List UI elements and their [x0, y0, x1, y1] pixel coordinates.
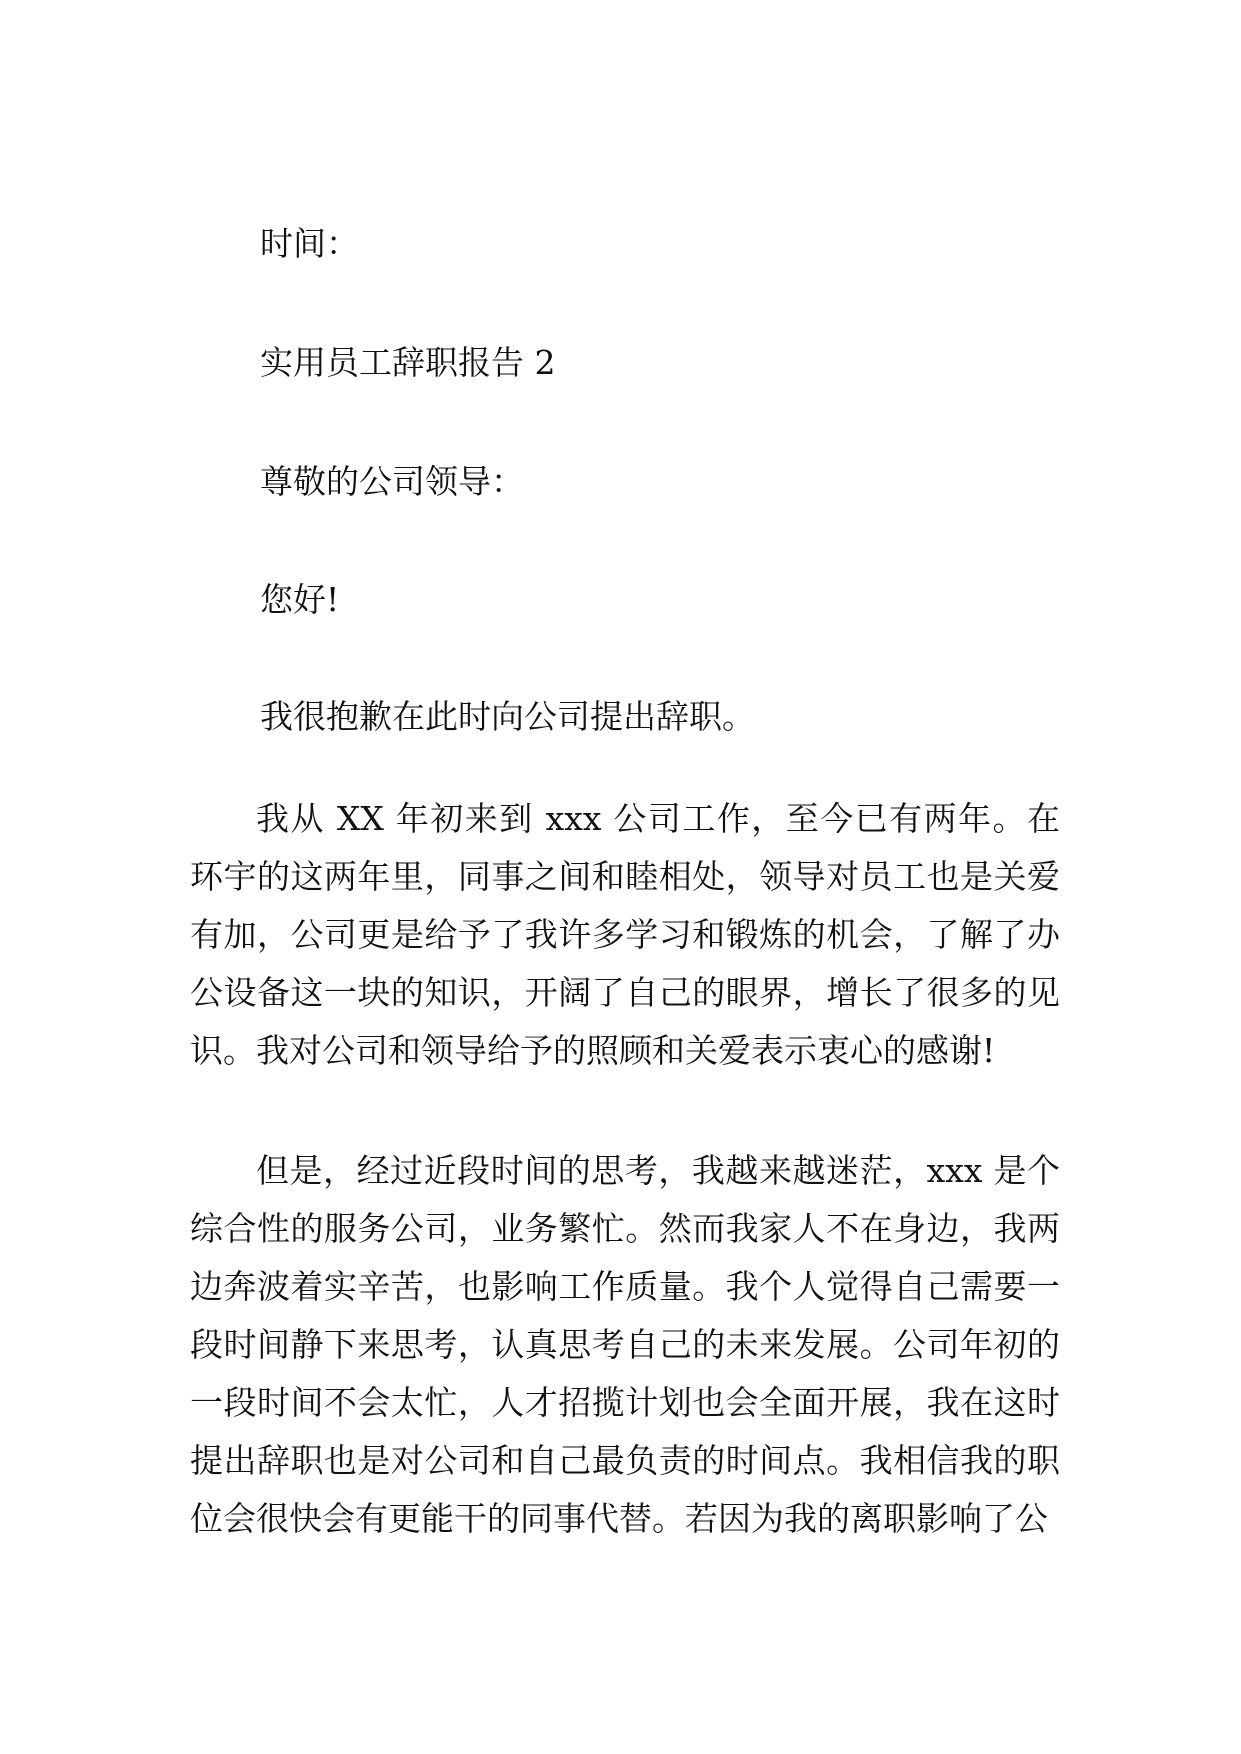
- apology-sentence: 我很抱歉在此时向公司提出辞职。: [260, 697, 755, 736]
- salutation: 尊敬的公司领导：: [260, 462, 524, 501]
- body-paragraph-2: 但是，经过近段时间的思考，我越来越迷茫，xxx 是个综合性的服务公司，业务繁忙。然而我家人不在身边，我两边奔波着实辛苦，也影响工作质量。我个人觉得自己需要一段时间静下来思考，认真思考自己的未来发展。公司年初的一段时间不会太忙，人才招揽计划也会全面开展，我在这时提出辞职也是对公司和自己最负责的时间点。我相信我的职位会很快会有更能干的同事代替。若因为我的离职影响了公: [190, 1151, 1060, 1538]
- document-title: 实用员工辞职报告 2: [260, 343, 556, 382]
- greeting: 您好!: [260, 580, 340, 619]
- body-paragraph-1: 我从 XX 年初来到 xxx 公司工作，至今已有两年。在环宇的这两年里，同事之间和睦相处，领导对员工也是关爱有加，公司更是给予了我许多学习和锻炼的机会，了解了办公设备这一块的知识，开阔了自己的眼界，增长了很多的见识。我对公司和领导给予的照顾和关爱表示衷心的感谢!: [190, 799, 1060, 1070]
- time-label: 时间：: [260, 224, 359, 263]
